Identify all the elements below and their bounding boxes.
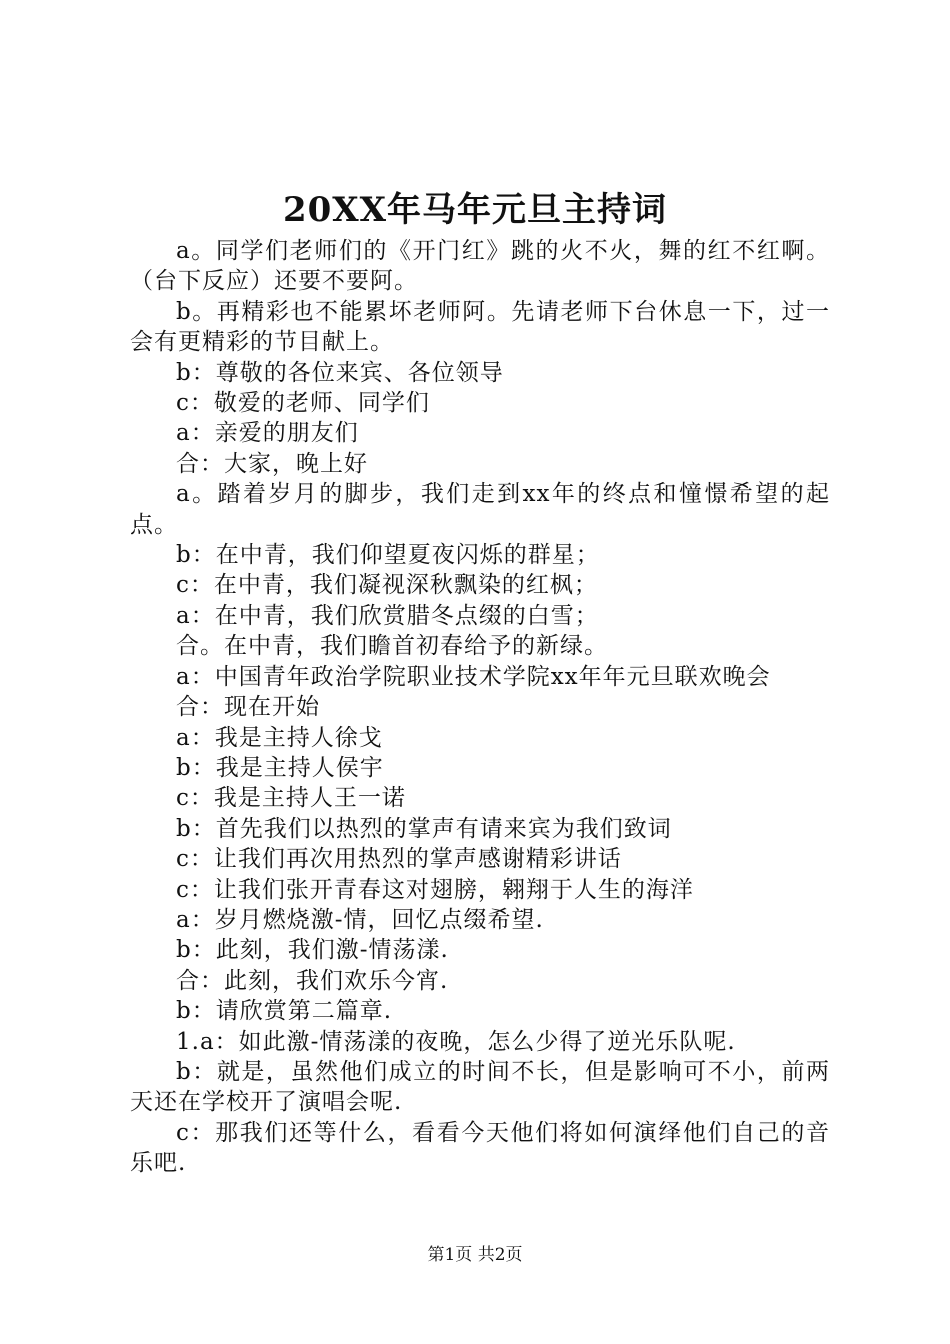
document-body (130, 236, 830, 1179)
paragraph: c：让我们再次用热烈的掌声感谢精彩讲话 (176, 846, 622, 873)
document-title: 20XX年马年元旦主持词 (282, 190, 668, 230)
paragraph: 1.a：如此激-情荡漾的夜晚，怎么少得了逆光乐队呢. (176, 1028, 736, 1055)
paragraph: a。同学们老师们的《开门红》跳的火不火，舞的红不红啊。（台下反应）还要不要阿。 (130, 238, 830, 295)
paragraph: a：在中青，我们欣赏腊冬点缀的白雪； (176, 602, 599, 629)
paragraph: b：在中青，我们仰望夏夜闪烁的群星； (176, 542, 600, 569)
paragraph: a：中国青年政治学院职业技术学院xx年年元旦联欢晚会 (176, 663, 771, 690)
paragraph: b：请欣赏第二篇章. (176, 998, 393, 1025)
paragraph: b。再精彩也不能累坏老师阿。先请老师下台休息一下，过一会有更精彩的节目献上。 (130, 298, 830, 356)
paragraph: c：那我们还等什么，看看今天他们将如何演绎他们自己的音乐吧. (130, 1119, 830, 1177)
paragraph: b：就是，虽然他们成立的时间不长，但是影响可不小，前两天还在学校开了演唱会呢. (130, 1058, 830, 1116)
paragraph: b：此刻，我们激-情荡漾. (176, 937, 449, 964)
paragraph: b：首先我们以热烈的掌声有请来宾为我们致词 (176, 815, 672, 842)
paragraph: a：我是主持人徐戈 (176, 724, 383, 751)
paragraph: a：岁月燃烧激-情，回忆点缀希望. (176, 906, 544, 933)
paragraph: a。踏着岁月的脚步，我们走到xx年的终点和憧憬希望的起点。 (130, 481, 830, 538)
paragraph: c：在中青，我们凝视深秋飘染的红枫； (176, 572, 598, 599)
paragraph: a：亲爱的朋友们 (176, 420, 359, 447)
paragraph: b：我是主持人侯宇 (176, 754, 384, 781)
paragraph: 合：大家，晚上好 (176, 450, 368, 477)
paragraph: 合：现在开始 (176, 694, 320, 721)
page-footer: 第1页 共2页 (427, 1245, 523, 1265)
paragraph: c：让我们张开青春这对翅膀，翱翔于人生的海洋 (176, 876, 694, 903)
paragraph: 合：此刻，我们欢乐今宵. (176, 967, 449, 994)
paragraph: c：我是主持人王一诺 (176, 785, 406, 812)
paragraph: 合。在中青，我们瞻首初春给予的新绿。 (176, 633, 608, 660)
paragraph: c：敬爱的老师、同学们 (176, 390, 430, 417)
paragraph: b：尊敬的各位来宾、各位领导 (176, 359, 504, 386)
